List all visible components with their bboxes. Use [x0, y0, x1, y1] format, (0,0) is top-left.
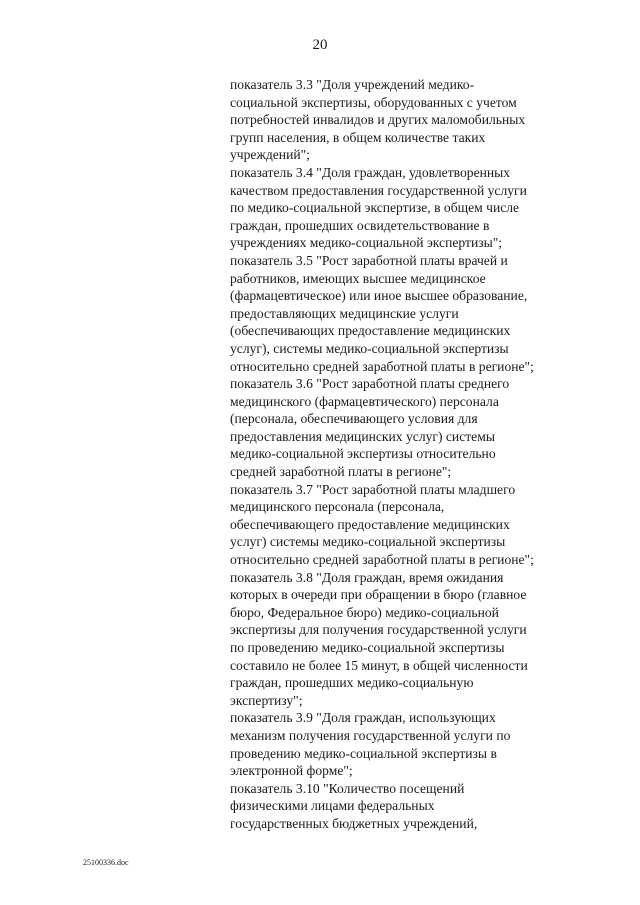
text-line: составило не более 15 минут, в общей численности — [230, 657, 528, 673]
text-line: показатель 3.4 "Доля граждан, удовлетворенных — [230, 164, 511, 180]
text-line: услуг), системы медико-социальной экспертизы — [230, 340, 509, 356]
text-line: показатель 3.3 "Доля учреждений медико- — [230, 77, 475, 92]
text-line: государственных бюджетных учреждений, — [230, 815, 478, 831]
text-line: показатель 3.7 "Рост заработной платы младшего — [230, 481, 516, 497]
text-line: предоставляющих медицинские услуги — [230, 305, 459, 321]
page-number: 20 — [312, 37, 328, 53]
text-line: электронной форме"; — [230, 763, 353, 779]
text-line: граждан, прошедших освидетельствование в — [230, 217, 490, 233]
text-line: (обеспечивающих предоставление медицинских — [230, 323, 511, 339]
footer-doc-name: 25100336.doc — [83, 858, 129, 867]
text-line: механизм получения государственной услуги по — [230, 727, 511, 743]
text-line: относительно средней заработной платы в регионе"; — [230, 552, 534, 568]
text-line: средней заработной платы в регионе"; — [230, 464, 452, 480]
text-line: показатель 3.5 "Рост заработной платы врачей и — [230, 252, 508, 268]
text-line: показатель 3.6 "Рост заработной платы среднего — [230, 376, 510, 392]
text-line: качеством предоставления государственной услуги — [230, 182, 527, 198]
text-line: граждан, прошедших медико-социальную — [230, 675, 474, 691]
text-line: работников, имеющих высшее медицинское — [230, 270, 486, 286]
text-line: медицинского (фармацевтического) персонала — [230, 393, 499, 409]
text-line: (фармацевтическое) или иное высшее образование, — [230, 288, 528, 304]
text-line: экспертизы для получения государственной услуги — [230, 622, 527, 638]
text-line: предоставления медицинских услуг) системы — [230, 428, 495, 444]
text-line: бюро, Федеральное бюро) медико-социальной — [230, 604, 499, 620]
text-line: которых в очереди при обращении в бюро (главное — [230, 587, 527, 603]
text-line: групп населения, в общем количестве таких — [230, 129, 486, 145]
text-line: учреждений"; — [230, 147, 310, 163]
text-line: показатель 3.8 "Доля граждан, время ожидания — [230, 569, 504, 585]
text-line: относительно средней заработной платы в регионе"; — [230, 358, 534, 374]
text-line: проведению медико-социальной экспертизы в — [230, 745, 497, 761]
text-line: социальной экспертизы, оборудованных с учетом — [230, 94, 517, 110]
text-line: медико-социальной экспертизы относительно — [230, 446, 496, 462]
text-line: показатель 3.9 "Доля граждан, использующих — [230, 710, 496, 726]
text-line: физическими лицами федеральных — [230, 798, 435, 814]
text-line: учреждениях медико-социальной экспертизы"; — [230, 235, 503, 251]
body-text — [230, 76, 590, 833]
text-line: медицинского персонала (персонала, — [230, 499, 445, 515]
text-line: потребностей инвалидов и других маломобильных — [230, 112, 526, 128]
text-line: по медико-социальной экспертизе, в общем числе — [230, 200, 520, 216]
text-line: экспертизу"; — [230, 692, 303, 708]
text-line: показатель 3.10 "Количество посещений — [230, 780, 465, 796]
text-line: (персонала, обеспечивающего условия для — [230, 411, 478, 427]
text-line: обеспечивающего предоставление медицинских — [230, 516, 510, 532]
text-line: по проведению медико-социальной экспертизы — [230, 640, 505, 655]
text-line: услуг) системы медико-социальной экспертизы — [230, 534, 506, 550]
